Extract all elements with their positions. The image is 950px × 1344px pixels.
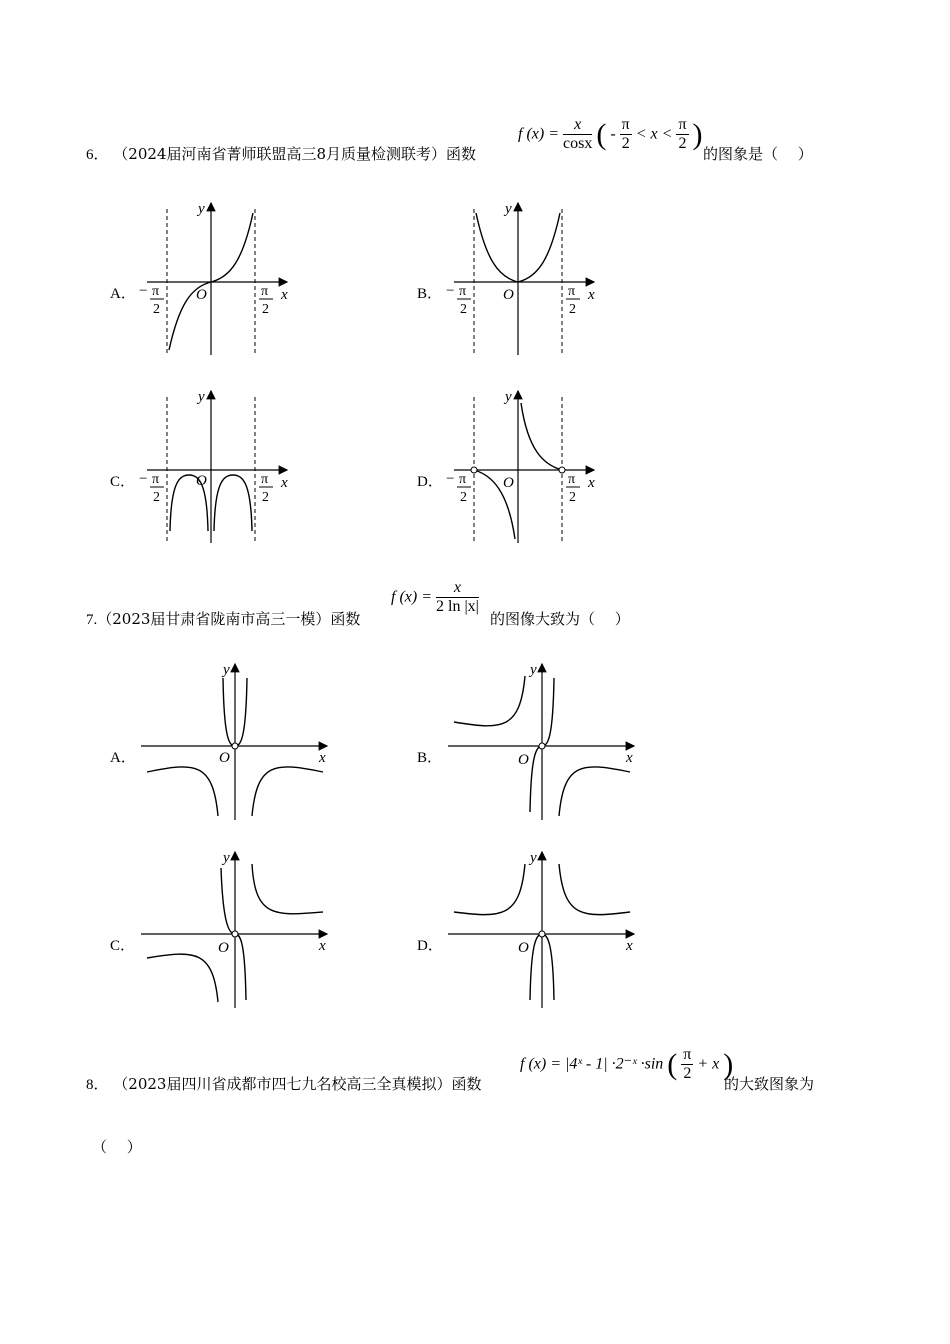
y-label: y xyxy=(505,389,512,405)
q6-option-b-label[interactable]: B． xyxy=(417,286,443,302)
pi-left: π xyxy=(459,284,467,299)
curve-right xyxy=(214,475,252,531)
q7-option-d-label[interactable]: D． xyxy=(417,938,443,954)
curve-mid-left xyxy=(530,934,542,1000)
q7-option-a-label[interactable]: A． xyxy=(110,750,136,766)
curve-mid-left xyxy=(223,678,235,746)
origin-label: O xyxy=(218,940,229,956)
origin-label: O xyxy=(518,940,529,956)
q7-formula-den: 2 ln |x| xyxy=(436,598,479,616)
q7-number: 7. xyxy=(86,612,98,628)
q7-suffix: 的图像大致为（ ） xyxy=(490,610,630,628)
q7-graph-b[interactable] xyxy=(442,658,642,823)
q7-graph-c[interactable] xyxy=(135,846,335,1011)
q7-formula xyxy=(391,579,479,617)
origin-label: O xyxy=(518,752,529,768)
origin-label: O xyxy=(503,287,514,303)
q6-formula-num: x xyxy=(574,116,582,133)
x-label: x xyxy=(281,287,288,303)
q6-formula-lhs: f (x) = xyxy=(518,125,559,143)
x-label: x xyxy=(588,287,595,303)
q6-option-a-label[interactable]: A． xyxy=(110,286,136,302)
origin-label: O xyxy=(503,475,514,491)
x-label: x xyxy=(319,750,326,766)
q7-formula-num: x xyxy=(453,579,461,596)
q8-formula-frac: $\frac{\pi}{2}$ xyxy=(683,1046,692,1083)
q8-number: 8． xyxy=(86,1077,109,1093)
q7-formula-lhs: f (x) = xyxy=(391,588,432,606)
q6-option-c-label[interactable]: C． xyxy=(110,474,136,490)
q8-formula-plus: + x xyxy=(697,1055,720,1073)
pi-right: π xyxy=(261,472,269,487)
q7-graph-a[interactable] xyxy=(135,658,335,823)
curve-far-left xyxy=(454,676,525,726)
q6-source: （2024届河南省菁师联盟高三8月质量检测联考）函数 xyxy=(113,145,477,163)
minus-label: − xyxy=(446,283,455,299)
q8-formula-main: f (x) = |4ˣ - 1| ·2⁻ˣ ·sin xyxy=(520,1055,664,1073)
pi-right: π xyxy=(568,284,576,299)
y-label: y xyxy=(198,201,205,217)
x-label: x xyxy=(281,475,288,491)
pi-right: π xyxy=(568,472,576,487)
q6-option-d-label[interactable]: D． xyxy=(417,474,443,490)
q6-formula: f (x) = $\frac{x}{\cos x}$ ( - $\frac{\pi}{2}$ < x < $\frac{\pi}{2}$ ) xyxy=(518,116,703,153)
curve-mid-right xyxy=(235,678,247,746)
q7-source: （2023届甘肃省陇南市高三一模）函数 xyxy=(97,610,361,628)
origin-label: O xyxy=(219,750,230,766)
pi-left: π xyxy=(152,472,160,487)
q8-suffix: 的大致图象为 xyxy=(724,1075,815,1093)
two-left: 2 xyxy=(460,302,467,317)
curve-far-left xyxy=(454,864,525,915)
y-label: y xyxy=(505,201,512,217)
curve-mid-right xyxy=(542,934,554,1000)
q7-option-c-label[interactable]: C． xyxy=(110,938,136,954)
q6-formula-den: cosx xyxy=(563,135,593,153)
two-left: 2 xyxy=(460,490,467,505)
x-label: x xyxy=(626,938,633,954)
two-left: 2 xyxy=(153,302,160,317)
origin-label: O xyxy=(196,287,207,303)
q7-formula-fraction xyxy=(436,579,479,617)
q6-formula-ineq: < x < xyxy=(635,125,673,143)
open-point-origin xyxy=(232,931,238,937)
curve-far-right xyxy=(559,864,630,915)
open-point-origin xyxy=(539,931,545,937)
curve-far-right xyxy=(252,767,323,816)
q7-graph-d[interactable] xyxy=(442,846,642,1011)
open-point-left xyxy=(471,467,477,473)
curve-far-left xyxy=(147,767,218,816)
q6-graph-d[interactable] xyxy=(442,383,602,548)
open-point-origin xyxy=(232,743,238,749)
minus-label: − xyxy=(139,471,148,487)
q6-suffix: 的图象是（ ） xyxy=(703,145,813,163)
curve-far-right xyxy=(559,767,630,816)
q7-option-b-label[interactable]: B． xyxy=(417,750,443,766)
y-label: y xyxy=(198,389,205,405)
q6-graph-b[interactable] xyxy=(442,195,602,360)
y-label: y xyxy=(530,662,537,678)
x-label: x xyxy=(319,938,326,954)
y-label: y xyxy=(530,850,537,866)
two-right: 2 xyxy=(569,490,576,505)
q8-answer-blank[interactable]: （ ） xyxy=(92,1138,142,1156)
curve-mid-left xyxy=(221,868,235,934)
q6-formula-frac-right: $\frac{\pi}{2}$ xyxy=(678,116,687,153)
y-label: y xyxy=(223,662,230,678)
q6-graph-a[interactable] xyxy=(135,195,295,360)
x-label: x xyxy=(588,475,595,491)
pi-left: π xyxy=(459,472,467,487)
q7-stem xyxy=(86,608,360,629)
pi-right: π xyxy=(261,284,269,299)
q6-stem xyxy=(86,143,476,164)
q6-formula-fraction xyxy=(563,116,592,154)
q6-number: 6． xyxy=(86,147,109,163)
x-label: x xyxy=(626,750,633,766)
origin-label: O xyxy=(196,473,207,489)
q6-formula-minus: - xyxy=(610,125,616,143)
y-label: y xyxy=(223,850,230,866)
two-right: 2 xyxy=(569,302,576,317)
q8-stem xyxy=(86,1073,481,1094)
open-point-right xyxy=(559,467,565,473)
minus-label: − xyxy=(446,471,455,487)
curve-mid-left xyxy=(530,746,542,812)
two-right: 2 xyxy=(262,302,269,317)
curve-mid-right xyxy=(542,678,554,746)
q6-formula-frac-left: $\frac{\pi}{2}$ xyxy=(621,116,630,153)
q6-graph-c[interactable] xyxy=(135,383,295,548)
two-right: 2 xyxy=(262,490,269,505)
curve-mid-right xyxy=(235,934,246,1000)
open-point-origin xyxy=(539,743,545,749)
pi-left: π xyxy=(152,284,160,299)
q8-formula: f (x) = |4ˣ - 1| ·2⁻ˣ ·sin ( $\frac{\pi}{2}$ + x ) xyxy=(520,1046,734,1083)
curve-far-right xyxy=(252,864,323,914)
minus-label: − xyxy=(139,283,148,299)
two-left: 2 xyxy=(153,490,160,505)
curve-right xyxy=(521,403,562,470)
q8-source: （2023届四川省成都市四七九名校高三全真模拟）函数 xyxy=(113,1075,482,1093)
curve-far-left xyxy=(147,954,218,1002)
